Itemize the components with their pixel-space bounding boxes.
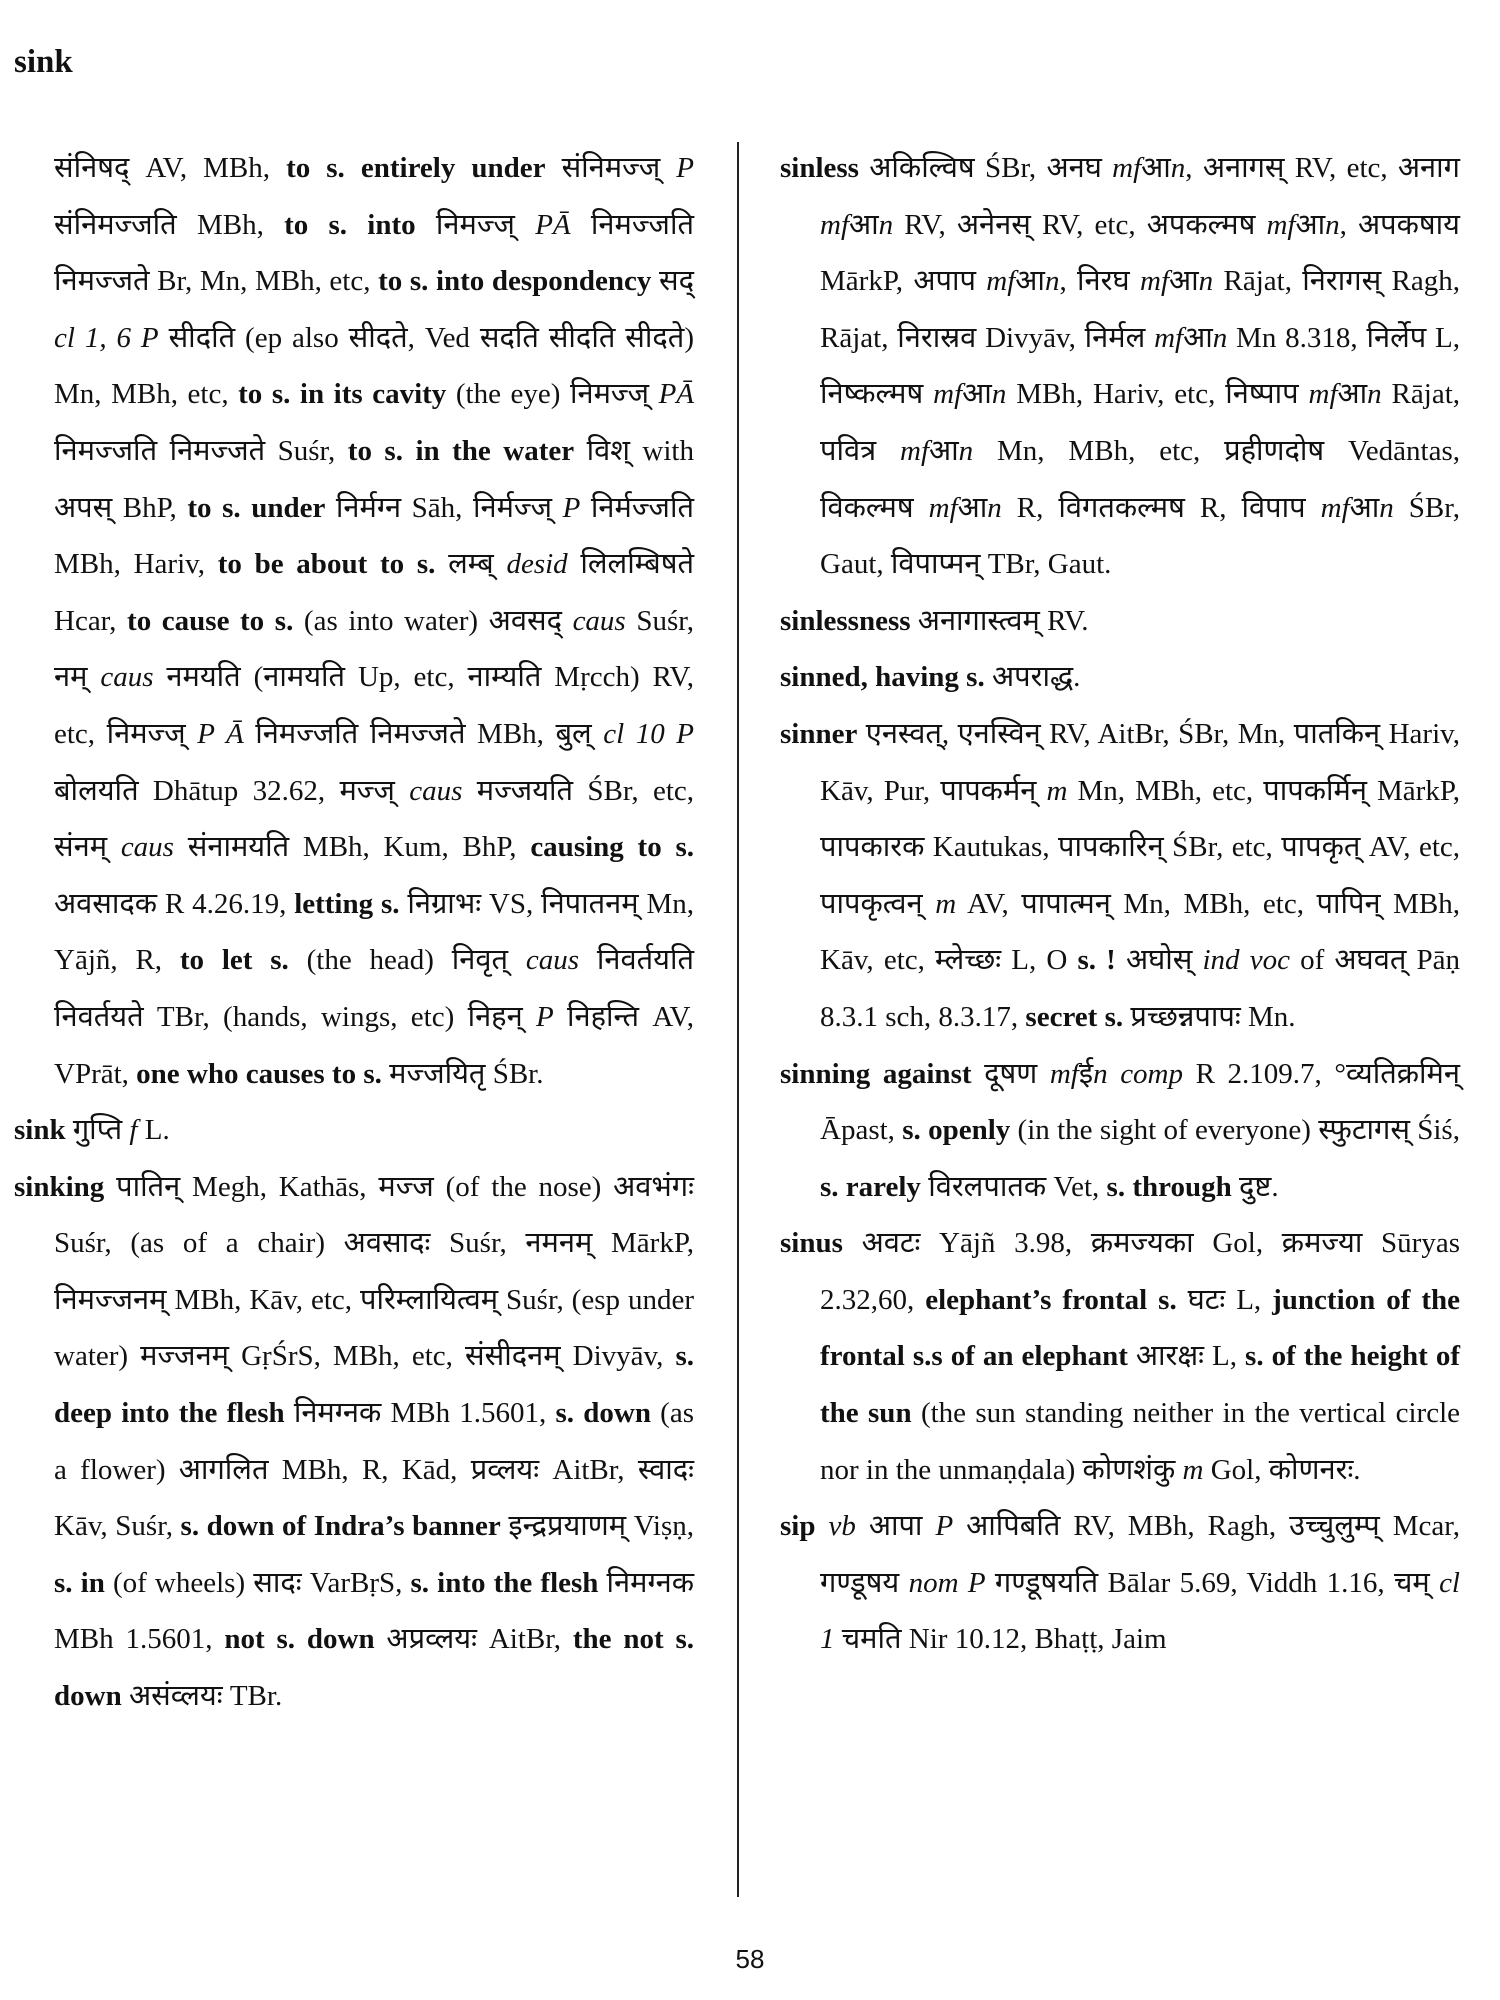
grammar-text: n xyxy=(1379,491,1394,524)
grammar-text: n xyxy=(1198,265,1214,298)
entry-text: निमज्जति निमज्जते Suśr, xyxy=(54,434,348,467)
grammar-text: cl 10 P xyxy=(603,717,695,750)
headword-text: s. openly xyxy=(902,1114,1011,1147)
entry-text: (as into water) अवसद् xyxy=(293,604,573,637)
entry-text: अवटः Yājñ 3.98, क्रमज्यका Gol, क्रमज्या Sūryas 2.32,60, xyxy=(820,1227,1460,1316)
grammar-text: nom P xyxy=(908,1566,986,1599)
headword-text: sinus xyxy=(780,1227,843,1260)
grammar-text: mf xyxy=(1112,152,1142,184)
headword-text: s. rarely xyxy=(820,1170,921,1203)
headword-text: to let s. xyxy=(179,944,289,977)
entry-text: संनिमज्जति MBh, xyxy=(54,208,285,241)
running-head: sink xyxy=(14,44,73,80)
grammar-text: n xyxy=(1325,208,1340,241)
grammar-text: mf xyxy=(1154,321,1184,354)
dictionary-entry xyxy=(14,140,694,1102)
grammar-text: mf xyxy=(933,378,963,411)
grammar-text: n xyxy=(1212,321,1228,354)
grammar-text: mf xyxy=(928,491,958,524)
dictionary-entry xyxy=(780,140,1460,593)
entry-text: दूषण xyxy=(971,1057,1050,1090)
entry-text: (the head) निवृत् xyxy=(288,944,526,977)
entry-text: अप्रव्लयः AitBr, xyxy=(374,1623,573,1656)
grammar-text: caus xyxy=(525,944,580,977)
grammar-text: P xyxy=(562,491,581,524)
entry-text: आ xyxy=(1015,265,1045,298)
headword-text: s. of the height of the sun xyxy=(820,1340,1460,1430)
entry-text: नमयति (नामयति Up, etc, नाम्यति Mṛcch) RV, etc, निमज्ज् xyxy=(54,661,695,750)
entry-text: संनामयति MBh, Kum, BhP, xyxy=(173,831,531,864)
entry-text: प्रच्छन्नपापः Mn. xyxy=(1123,1000,1296,1033)
entry-text: विरलपातक Vet, xyxy=(920,1170,1107,1203)
entry-text: आ xyxy=(1337,378,1368,411)
entry-text: मज्जयति ŚBr, etc, संनम् xyxy=(54,774,694,864)
left-column xyxy=(14,140,694,1725)
entry-text: अघोस् xyxy=(1115,944,1203,977)
entry-text: संनिमज्ज् xyxy=(545,152,677,184)
headword-text: secret s. xyxy=(1025,1000,1124,1033)
headword-text: causing to s. xyxy=(530,831,694,864)
entry-text: ई xyxy=(1078,1057,1094,1090)
entry-text: विश् with अपस् BhP, xyxy=(54,434,694,524)
entry-text: आ xyxy=(957,491,988,524)
entry-text: (of wheels) सादः VarBṛS, xyxy=(104,1566,411,1599)
headword-text: sinning against xyxy=(780,1057,972,1090)
entry-text: निग्राभः VS, निपातनम् Mn, Yājñ, R, xyxy=(54,887,694,977)
entry-text: संनिषद् AV, MBh, xyxy=(54,152,287,184)
headword-text: s. down of Indra’s banner xyxy=(180,1510,501,1543)
entry-text: इन्द्रप्रयाणम् Viṣṇ, xyxy=(500,1510,694,1543)
entry-text: AV, पापात्मन् Mn, MBh, etc, पापिन् MBh, Kāv, etc, म्लेच्छः L, O xyxy=(820,887,1460,977)
dictionary-entry xyxy=(780,1215,1460,1498)
entry-text: अवसादक R 4.26.19, xyxy=(54,887,295,920)
entry-text: निमज्जति निमज्जते MBh, बुल् xyxy=(243,717,604,750)
grammar-text: n xyxy=(987,491,1002,524)
grammar-text: n xyxy=(991,378,1007,411)
entry-text: आ xyxy=(1349,491,1380,524)
headword-text: not s. down xyxy=(224,1623,375,1656)
entry-text: लम्ब् xyxy=(435,548,507,581)
dictionary-entry xyxy=(780,706,1460,1046)
entry-text: असंव्लयः TBr. xyxy=(121,1680,283,1713)
headword-text: elephant’s frontal s. xyxy=(925,1283,1177,1316)
headword-text: one who causes to s. xyxy=(136,1057,382,1090)
entry-text: RV, अनेनस् RV, etc, अपकल्मष xyxy=(893,208,1267,241)
entry-text: R, विगतकल्मष R, विपाप xyxy=(1001,491,1321,524)
entry-text: पातिन् Megh, Kathās, मज्ज (of the nose) अवभंगः Suśr, (as of a chair) अवसादः Suśr, नमनम् MārkP, निमज्जनम् MBh, Kāv, etc, परिम्लायित्वम् Suśr, (esp under water) मज्जनम् GṛŚrS, MBh, etc, संसीदनम् Divyāv, xyxy=(54,1170,694,1373)
grammar-text: PĀ xyxy=(535,208,571,241)
entry-text: आ xyxy=(1183,321,1213,354)
entry-text: निमग्नक MBh 1.5601, xyxy=(54,1566,694,1656)
entry-text: (the sun standing neither in the vertical circle nor in the unmaṇḍala) कोणशंकु xyxy=(820,1397,1460,1486)
grammar-text: mf xyxy=(900,434,929,467)
dictionary-entry xyxy=(14,1102,694,1159)
headword-text: sinlessness xyxy=(780,604,911,637)
entry-text: , निरघ xyxy=(1059,265,1140,298)
grammar-text: mf xyxy=(1140,265,1169,298)
entry-text: अकिल्विष ŚBr, अनघ xyxy=(858,152,1113,184)
column-divider xyxy=(737,142,739,1897)
entry-text: लिलम्बिषते Hcar, xyxy=(54,548,695,637)
grammar-text: mf xyxy=(820,208,849,241)
entry-text: आपिबति RV, MBh, Ragh, उच्चुलुम्प् Mcar, गण्डूषय xyxy=(820,1510,1460,1599)
headword-text: sinking xyxy=(14,1170,105,1203)
headword-text: sinless xyxy=(780,152,859,184)
entry-text: निहन्ति AV, VPrāt, xyxy=(54,1000,694,1090)
entry-text: निवर्तयति निवर्तयते TBr, (hands, wings, etc) निहन् xyxy=(54,944,694,1033)
entry-text: (the eye) निमज्ज् xyxy=(446,378,659,411)
headword-text: junction of the frontal s.s of an elephant xyxy=(820,1283,1460,1373)
grammar-text: n xyxy=(1044,265,1060,298)
entry-text: Rājat, निरागस् Ragh, Rājat, निरास्रव Divyāv, निर्मल xyxy=(820,265,1461,354)
dictionary-entry xyxy=(780,593,1460,650)
headword-text: s. into the flesh xyxy=(410,1566,599,1599)
entry-text: अपराद्ध. xyxy=(984,661,1081,694)
grammar-text: mf xyxy=(1308,378,1338,411)
dictionary-entry xyxy=(14,1159,694,1725)
headword-text: the not s. down xyxy=(54,1623,695,1713)
headword-text: to s. into xyxy=(284,208,416,241)
grammar-text: f xyxy=(129,1114,138,1147)
dictionary-entry xyxy=(780,1046,1460,1216)
entry-text: Mn, MBh, etc, पापकर्मिन् MārkP, पापकारक Kautukas, पापकारिन् ŚBr, etc, पापकृत् AV, etc, पापकृत्वन् xyxy=(820,774,1460,920)
entry-text: सद् xyxy=(651,265,695,298)
grammar-text: P xyxy=(676,152,694,184)
entry-text: आ xyxy=(849,208,879,241)
headword-text: to s. in the water xyxy=(347,434,575,467)
entry-text: (in the sight of everyone) स्फुटागस् Śiś, xyxy=(1010,1114,1460,1147)
headword-text: s. deep into the flesh xyxy=(54,1340,694,1430)
grammar-text: P Ā xyxy=(197,717,244,750)
entry-text: आ xyxy=(962,378,992,411)
grammar-text: cl 1 xyxy=(820,1566,1460,1656)
entry-text: आ xyxy=(1295,208,1326,241)
entry-text: आ xyxy=(1169,265,1199,298)
entry-text: निर्मज्जति MBh, Hariv, xyxy=(54,491,694,581)
grammar-text: m xyxy=(1182,1453,1204,1486)
entry-text: गण्डूषयति Bālar 5.69, Viddh 1.16, चम् xyxy=(985,1566,1440,1599)
dictionary-entry xyxy=(780,649,1460,706)
entry-text: L. xyxy=(137,1114,170,1147)
entry-text: निमज्ज् xyxy=(415,208,536,241)
grammar-text: PĀ xyxy=(658,378,695,411)
grammar-text: n xyxy=(878,208,894,241)
entry-text: MBh, Hariv, etc, निष्पाप xyxy=(1006,378,1309,411)
grammar-text: vb xyxy=(828,1510,856,1543)
entry-text: , अपकषाय MārkP, अपाप xyxy=(820,208,1460,298)
entry-text: , अनागस् RV, etc, अनाग xyxy=(1185,152,1460,184)
grammar-text: caus xyxy=(572,604,626,637)
right-column xyxy=(780,140,1460,1668)
entry-text: गुप्ति xyxy=(65,1114,130,1147)
grammar-text: n comp xyxy=(1093,1057,1184,1090)
entry-text: दुष्ट. xyxy=(1231,1170,1279,1203)
entry-text: आ xyxy=(1141,152,1171,184)
headword-text: to s. under xyxy=(187,491,326,524)
grammar-text: caus xyxy=(100,661,154,694)
headword-text: s. through xyxy=(1106,1170,1232,1203)
entry-text: आरक्षः L, xyxy=(1127,1340,1246,1373)
entry-text: ŚBr, Gaut, विपाप्मन् TBr, Gaut. xyxy=(820,491,1460,581)
dictionary-entry xyxy=(780,1498,1460,1668)
grammar-text: ind voc xyxy=(1202,944,1290,977)
grammar-text: n xyxy=(958,434,974,467)
entry-text: R 2.109.7, °व्यतिक्रमिन् Āpast, xyxy=(820,1057,1460,1147)
headword-text: s. down xyxy=(555,1397,651,1430)
entry-text: निमज्जति निमज्जते Br, Mn, MBh, etc, xyxy=(54,208,694,298)
headword-text: sinned, having s. xyxy=(780,661,985,694)
headword-text: sinner xyxy=(780,717,858,750)
entry-text: मज्जयितृ ŚBr. xyxy=(381,1057,544,1090)
grammar-text: caus xyxy=(120,831,174,864)
headword-text: to cause to s. xyxy=(127,604,294,637)
grammar-text: P xyxy=(536,1000,554,1033)
headword-text: sip xyxy=(780,1510,816,1543)
grammar-text: mf xyxy=(1049,1057,1079,1090)
grammar-text: m xyxy=(1046,774,1068,807)
headword-text: to s. in its cavity xyxy=(238,378,447,411)
grammar-text: m xyxy=(935,887,957,920)
entry-text: Suśr, नम् xyxy=(54,604,694,694)
entry-text: Rājat, पवित्र xyxy=(820,378,1460,467)
entry-text xyxy=(815,1510,828,1542)
entry-text: अनागास्त्वम् RV. xyxy=(910,604,1089,637)
entry-text: घटः L, xyxy=(1176,1283,1273,1316)
entry-text: Mn 8.318, निर्लेप L, निष्कल्मष xyxy=(820,321,1460,411)
grammar-text: caus xyxy=(409,774,463,807)
entry-text: Gol, कोणनरः. xyxy=(1203,1453,1361,1486)
entry-text: आ xyxy=(929,434,959,467)
headword-text: letting s. xyxy=(294,887,400,920)
headword-text: s. in xyxy=(54,1566,105,1599)
grammar-text: mf xyxy=(1320,491,1350,524)
grammar-text: mf xyxy=(1266,208,1296,241)
entry-text: सीदति (ep also सीदते, Ved सदति सीदति सीदते) Mn, MBh, etc, xyxy=(54,321,694,411)
headword-text: to s. entirely under xyxy=(286,152,546,184)
entry-text: निमग्नक MBh 1.5601, xyxy=(284,1397,556,1430)
entry-text: (as a flower) आगलित MBh, R, Kād, प्रव्लयः AitBr, स्वादः Kāv, Suśr, xyxy=(54,1397,694,1543)
headword-text: to be about to s. xyxy=(217,548,436,581)
headword-text: to s. into despondency xyxy=(378,265,652,298)
grammar-text: mf xyxy=(986,265,1016,298)
headword-text: s. ! xyxy=(1077,944,1116,977)
headword-text: sink xyxy=(14,1114,66,1147)
entry-text: Mn, MBh, etc, प्रहीणदोष Vedāntas, विकल्मष xyxy=(820,434,1460,524)
entry-text: निर्मग्न Sāh, निर्मज्ज् xyxy=(325,491,563,524)
grammar-text: n xyxy=(1367,378,1382,411)
page-number: 58 xyxy=(735,1944,765,1974)
entry-text: आपा xyxy=(855,1510,936,1543)
grammar-text: desid xyxy=(506,548,568,581)
entry-text: बोलयति Dhātup 32.62, मज्ज् xyxy=(54,774,410,807)
entry-text: एनस्वत्, एनस्विन् RV, AitBr, ŚBr, Mn, पातकिन् Hariv, Kāv, Pur, पापकर्मन् xyxy=(820,717,1460,807)
entry-text: of अघवत् Pāṇ 8.3.1 sch, 8.3.17, xyxy=(820,944,1460,1033)
grammar-text: n xyxy=(1170,152,1186,184)
grammar-text: cl 1, 6 P xyxy=(54,321,159,354)
entry-text: चमति Nir 10.12, Bhaṭṭ, Jaim xyxy=(834,1623,1167,1656)
grammar-text: P xyxy=(935,1510,954,1543)
